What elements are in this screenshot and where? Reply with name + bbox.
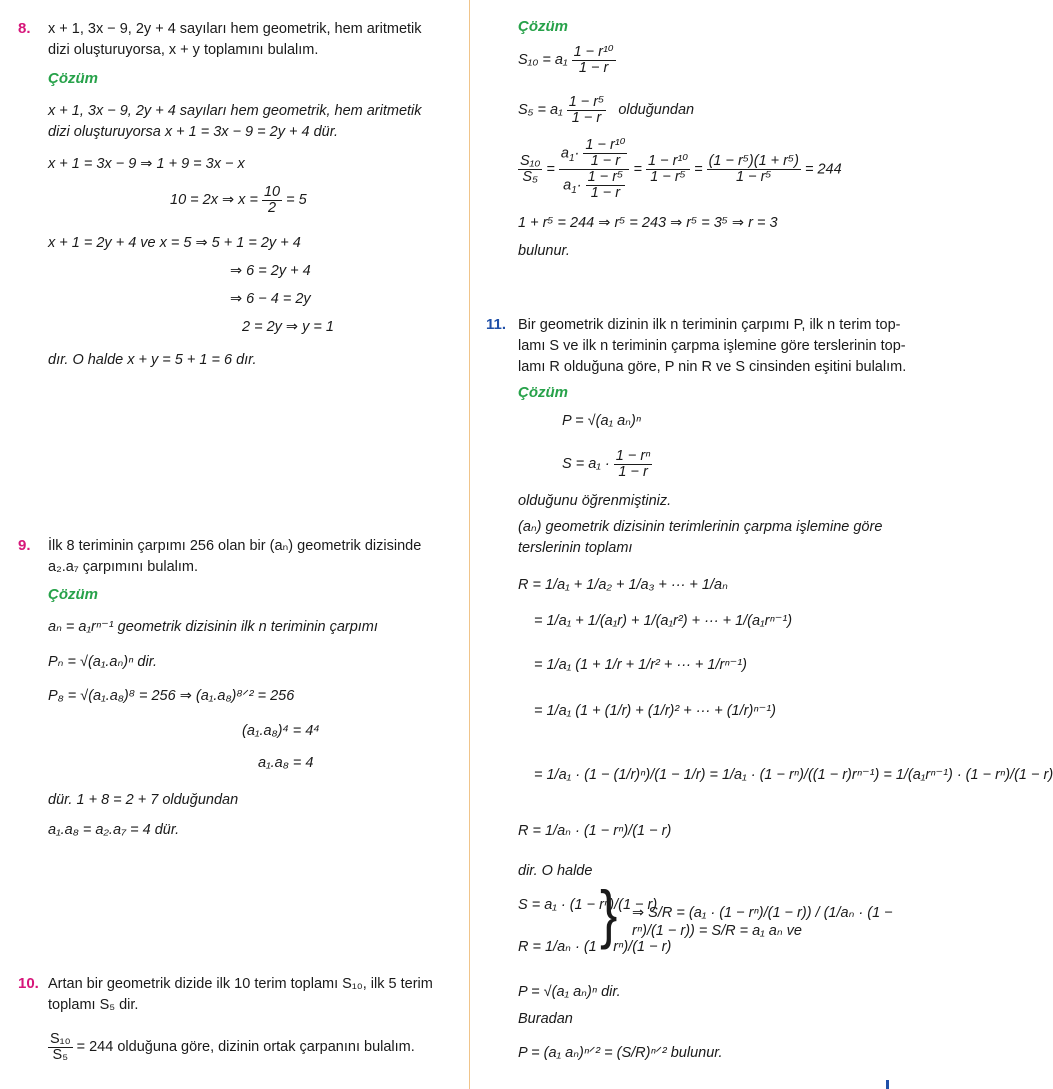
problem-9-question-line2: a₂.a₇ çarpımını bulalım.	[48, 559, 199, 575]
problem-10-step2-fraction: $\frac{\text{1 − r⁵}}{1 - r}$	[568, 93, 605, 126]
problem-9-step6: dür. 1 + 8 = 2 + 7 olduğundan	[48, 792, 239, 808]
problem-8-step8: 2 = 2y ⇒ y = 1	[242, 319, 334, 335]
problem-9-conclusion: a₁.a₈ = a₂.a₇ = 4 dür.	[48, 822, 180, 838]
problem-11-step2: S = a₁ · $\frac{\text{1 − rⁿ}}{1 - r}$	[562, 447, 651, 480]
problem-8-step2: dizi oluşturuyorsa x + 1 = 3x − 9 = 2y + 4 dür.	[48, 124, 339, 140]
problem-9-step1: aₙ = a₁rⁿ⁻¹ geometrik dizisinin ilk n teriminin çarpımı	[48, 619, 378, 635]
problem-11-step2-fraction: $\frac{\text{1 − rⁿ}}{1 - r}$	[615, 447, 651, 480]
problem-10-ratio-fraction: $\frac{\text{S₁₀}}{\text{S₅}}$	[50, 1030, 71, 1063]
problem-9-question-line1: İlk 8 teriminin çarpımı 256 olan bir (aₙ) geometrik dizisinde	[48, 538, 422, 554]
problem-11-r-line3: = 1/a₁ (1 + 1/r + 1/r² + ··· + 1/rⁿ⁻¹)	[534, 657, 747, 673]
problem-10-step4: 1 + r⁵ = 244 ⇒ r⁵ = 243 ⇒ r⁵ = 3⁵ ⇒ r = 3	[518, 215, 778, 231]
problem-11-solution-heading: Çözüm	[518, 384, 568, 401]
problem-11-step3: olduğunu öğrenmiştiniz.	[518, 493, 672, 509]
problem-10-ratio: $\frac{\text{S₁₀}}{\text{S₅}}$	[520, 153, 541, 185]
problem-10-question-text: = 244 olduğuna göre, dizinin ortak çarpanını bulalım.	[76, 1039, 415, 1055]
problem-10-factored-fraction: $\frac{\text{(1 − r⁵)(1 + r⁵)}}{\text{1 − r⁵}}$	[708, 153, 799, 185]
problem-10-number: 10.	[18, 975, 39, 992]
problem-9-step4: (a₁.a₈)⁴ = 4⁴	[242, 723, 320, 739]
problem-8-step6: ⇒ 6 = 2y + 4	[230, 263, 311, 279]
problem-8-question-line1: x + 1, 3x − 9, 2y + 4 sayıları hem geometrik, hem aritmetik	[48, 21, 422, 37]
problem-8-step7: ⇒ 6 − 4 = 2y	[230, 291, 311, 307]
problem-8-conclusion: dır. O halde x + y = 5 + 1 = 6 dır.	[48, 352, 257, 368]
problem-11-question-line1: Bir geometrik dizinin ilk n teriminin çarpımı P, ilk n terim top-	[518, 317, 901, 333]
problem-9-number: 9.	[18, 537, 31, 554]
problem-11-r-line1: R = 1/a₁ + 1/a₂ + 1/a₃ + ··· + 1/aₙ	[518, 577, 728, 593]
problem-10-conclusion: bulunur.	[518, 243, 570, 259]
problem-11-number: 11.	[486, 316, 507, 333]
problem-11-final-result: P = (a₁ aₙ)ⁿᐟ² = (S/R)ⁿᐟ² bulunur.	[518, 1045, 723, 1061]
problem-11-ratio-line: ⇒ S/R = (a₁ · (1 − rⁿ)/(1 − r)) / (1/aₙ · (1 − rⁿ)/(1 − r)) = S/R = a₁ aₙ ve	[632, 905, 893, 939]
problem-11-r-formula: R = 1/aₙ · (1 − rⁿ)/(1 − r)	[518, 939, 672, 955]
problem-11-r-line4: = 1/a₁ (1 + (1/r) + (1/r)² + ··· + (1/r)ⁿ⁻¹)	[534, 703, 776, 719]
problem-10-question-line1: Artan bir geometrik dizide ilk 10 terim toplamı S₁₀, ilk 5 terim	[48, 976, 433, 992]
problem-8-solution-heading: Çözüm	[48, 70, 98, 87]
problem-9-step3: P₈ = √(a₁.a₈)⁸ = 256 ⇒ (a₁.a₈)⁸ᐟ² = 256	[48, 688, 295, 704]
problem-8-step5: x + 1 = 2y + 4 ve x = 5 ⇒ 5 + 1 = 2y + 4	[48, 235, 301, 251]
problem-10-step2: S₅ = a₁ $\frac{\text{1 − r⁵}}{1 - r}$ olduğundan	[518, 93, 695, 126]
problem-10-compound-fraction: $a_1\cdot$ $\frac{\text{1 − r¹⁰}}{1 - r}$ $a_1\cdot$ $\frac{\text{1 − r⁵}}{1 - r}$	[559, 138, 630, 201]
problem-8-question-line2: dizi oluşturuyorsa, x + y toplamını bulalım.	[48, 42, 319, 58]
problem-8-step3: x + 1 = 3x − 9 ⇒ 1 + 9 = 3x − x	[48, 156, 245, 172]
problem-11-step-buradan: Buradan	[518, 1011, 573, 1027]
problem-9-solution-heading: Çözüm	[48, 586, 98, 603]
problem-8-number: 8.	[18, 20, 31, 37]
problem-11-step5: terslerinin toplamı	[518, 540, 633, 556]
problem-10-step3: $\frac{\text{S₁₀}}{\text{S₅}}$ = $a_1\cdot$ $\frac{\text{1 − r¹⁰}}{1 - r}$ $a_1\cdot$ $\frac{\text{1 − r⁵}}{1 - r}$ = $\frac{\text{1 − r¹⁰}}{\text{1 − r⁵}}$ = $\frac{\text{(1 − r⁵)(1 + r⁵)}}{\text{1 − r⁵}}$ = 244	[520, 137, 842, 201]
problem-10-step1: S₁₀ = a₁ $\frac{\text{1 − r¹⁰}}{1 - r}$	[518, 43, 614, 76]
problem-11-step1: P = √(a₁ aₙ)ⁿ	[562, 413, 642, 429]
problem-10-step1-fraction: $\frac{\text{1 − r¹⁰}}{1 - r}$	[573, 43, 614, 76]
problem-11-question-line3: lamı R olduğuna göre, P nin R ve S cinsinden eşitini bulalım.	[518, 359, 907, 375]
problem-11-question-line2: lamı S ve ilk n teriminin çarpma işlemine göre terslerinin top-	[518, 338, 906, 354]
problem-8-step4	[170, 183, 307, 217]
problem-8-step4-left: 10 = 2x ⇒ x =	[170, 192, 258, 208]
problem-10-simplified-fraction: $\frac{\text{1 − r¹⁰}}{\text{1 − r⁵}}$	[647, 153, 689, 185]
problem-11-step4: (aₙ) geometrik dizisinin terimlerinin çarpma işlemine göre	[518, 519, 883, 535]
problem-8-step4-fraction: $\frac{10}{2}$	[263, 183, 281, 216]
page-corner-mark	[886, 1080, 889, 1089]
problem-11-step6: dir. O halde	[518, 863, 593, 879]
problem-11-r-result: R = 1/aₙ · (1 − rⁿ)/(1 − r)	[518, 823, 672, 839]
problem-10-solution-heading: Çözüm	[518, 18, 568, 35]
problem-9-step5: a₁.a₈ = 4	[258, 755, 314, 771]
column-divider	[469, 0, 470, 1089]
problem-10-question-line2: toplamı S₅ dir.	[48, 997, 139, 1013]
problem-10-question-line3	[48, 1030, 415, 1064]
problem-11-r-line2: = 1/a₁ + 1/(a₁r) + 1/(a₁r²) + ··· + 1/(a₁rⁿ⁻¹)	[534, 613, 793, 629]
problem-11-s-formula: S = a₁ · (1 − rⁿ)/(1 − r)	[518, 897, 658, 913]
problem-11-p-formula: P = √(a₁ aₙ)ⁿ dir.	[518, 984, 621, 1000]
problem-8-step1: x + 1, 3x − 9, 2y + 4 sayıları hem geometrik, hem aritmetik	[48, 103, 422, 119]
problem-11-right-brace: }	[600, 878, 618, 951]
problem-9-step2: Pₙ = √(a₁.aₙ)ⁿ dir.	[48, 654, 158, 670]
problem-8-step4-right: = 5	[286, 192, 307, 208]
problem-11-r-line5: = 1/a₁ · (1 − (1/r)ⁿ)/(1 − 1/r) = 1/a₁ · (1 − rⁿ)/((1 − r)rⁿ⁻¹) = 1/(a₁rⁿ⁻¹) · (1 − rⁿ)/(1 − r)	[534, 767, 1053, 783]
